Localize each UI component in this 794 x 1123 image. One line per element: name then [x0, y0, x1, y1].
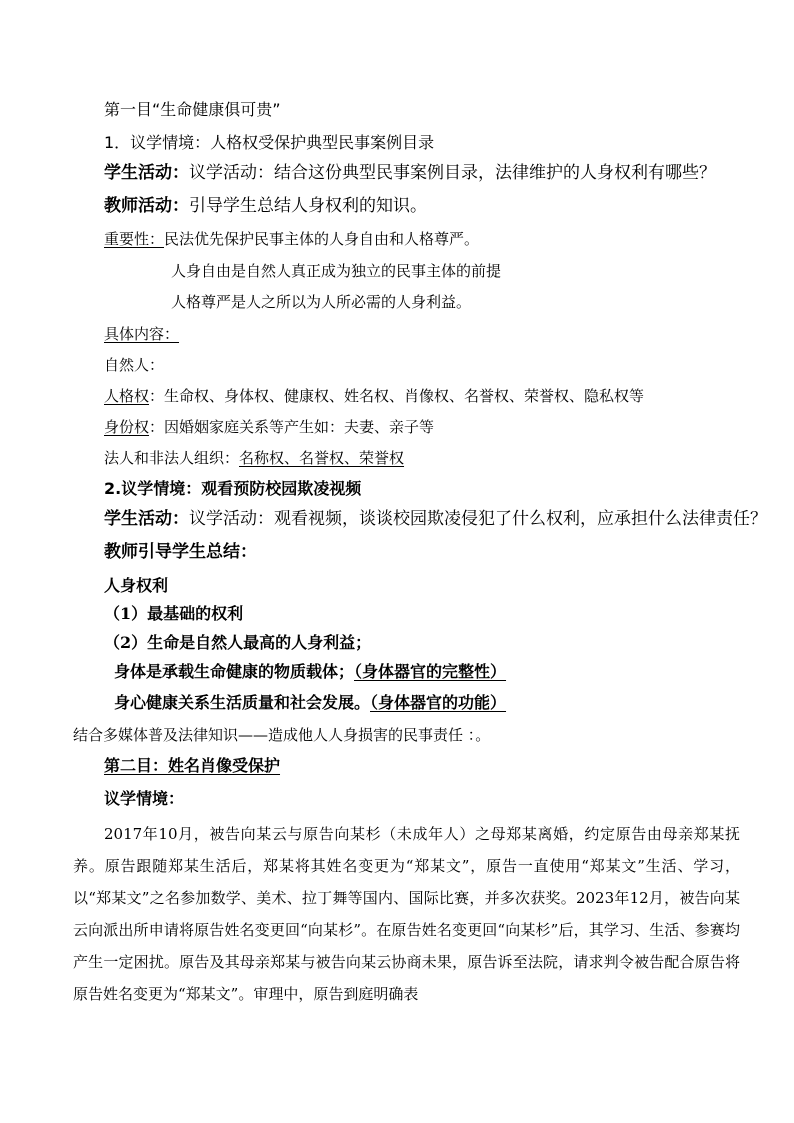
student-activity-label: 学生活动：: [104, 509, 189, 529]
section1-student-activity: [104, 163, 716, 183]
personality-rights-label: 人格权: [104, 387, 150, 405]
section3-heading: 第二目：姓名肖像受保护: [104, 756, 281, 775]
mind-health-note: （身体器官的功能）: [370, 693, 507, 712]
student-activity-text: 议学活动：观看视频，谈谈校园欺凌侵犯了什么权利，应承担什么法律责任？: [189, 509, 767, 529]
specific-content-label: 具体内容：: [104, 325, 180, 343]
section1-heading: 第一目“生命健康俱可贵”: [104, 100, 281, 119]
body-carrier-note: （身体器官的完整性）: [354, 662, 507, 681]
natural-person-label: 自然人：: [104, 356, 165, 374]
mind-health-text: 身心健康关系生活质量和社会发展。: [114, 693, 371, 712]
point-1: （1）最基础的权利: [104, 604, 244, 623]
section3-scenario-label: 议学情境：: [104, 789, 185, 808]
section2-student-activity: [104, 509, 767, 529]
legal-person-label: 法人和非法人组织：: [104, 449, 240, 467]
student-activity-label: 学生活动：: [104, 163, 189, 183]
point-2: （2）生命是自然人最高的人身利益；: [104, 633, 372, 652]
media-law-line: 结合多媒体普及法律知识——造成他人人身损害的民事责任 ：。: [73, 726, 491, 744]
personal-freedom-line: 人身自由是自然人真正成为独立的民事主体的前提: [171, 262, 502, 280]
teacher-summary-label: 教师引导学生总结：: [104, 542, 257, 562]
body-carrier-line: [114, 662, 506, 682]
importance-label: 重要性：: [104, 230, 165, 248]
personal-dignity-line: 人格尊严是人之所以为人所必需的人身利益。: [171, 293, 472, 311]
identity-rights-line: [104, 417, 434, 437]
identity-rights-text: ：因婚姻家庭关系等产生如：夫妻、亲子等: [149, 418, 435, 436]
section2-scenario: 2.议学情境：观看预防校园欺凌视频: [104, 479, 362, 498]
personal-rights-title: 人身权利: [104, 576, 169, 595]
legal-person-rights: 名称权、名誉权、荣誉权: [239, 449, 405, 467]
personality-rights-list: ：生命权、身体权、健康权、姓名权、肖像权、名誉权、荣誉权、隐私权等: [149, 387, 645, 405]
body-carrier-text: 身体是承载生命健康的物质载体；: [114, 662, 355, 681]
importance-text: 民法优先保护民事主体的人身自由和人格尊严。: [164, 230, 480, 248]
teacher-activity-text: 引导学生总结人身权利的知识。: [189, 196, 427, 216]
section1-teacher-activity: [104, 196, 427, 216]
case-paragraph: 2017年10月，被告向某云与原告向某杉（未成年人）之母郑某离婚，约定原告由母亲郑某抚养。原告跟随郑某生活后，郑某将其姓名变更为“郑某文”，原告一直使用“郑某文”生活、学习，以“郑某文”之名参加数学、美术、拉丁舞等国内、国际比赛，并多次获奖。2023年12月，被告向某云向派出所申请将原告姓名变更回“向某杉”。在原告姓名变更回“向某杉”后，其学习、生活、参赛均产生一定困扰。原告及其母亲郑某与被告向某云协商未果，原告诉至法院，请求判令被告配合原告将原告姓名变更为“郑某文”。审理中，原告到庭明确表: [73, 825, 740, 1003]
student-activity-text: 议学活动：结合这份典型民事案例目录，法律维护的人身权利有哪些？: [189, 163, 716, 183]
teacher-activity-label: 教师活动：: [104, 196, 189, 216]
personality-rights-line: [104, 386, 644, 406]
identity-rights-label: 身份权: [104, 418, 150, 436]
importance-line: [104, 229, 479, 249]
section1-scenario: 1．议学情境：人格权受保护典型民事案例目录: [104, 133, 435, 152]
legal-person-line: [104, 448, 404, 468]
mind-health-line: [114, 693, 506, 713]
